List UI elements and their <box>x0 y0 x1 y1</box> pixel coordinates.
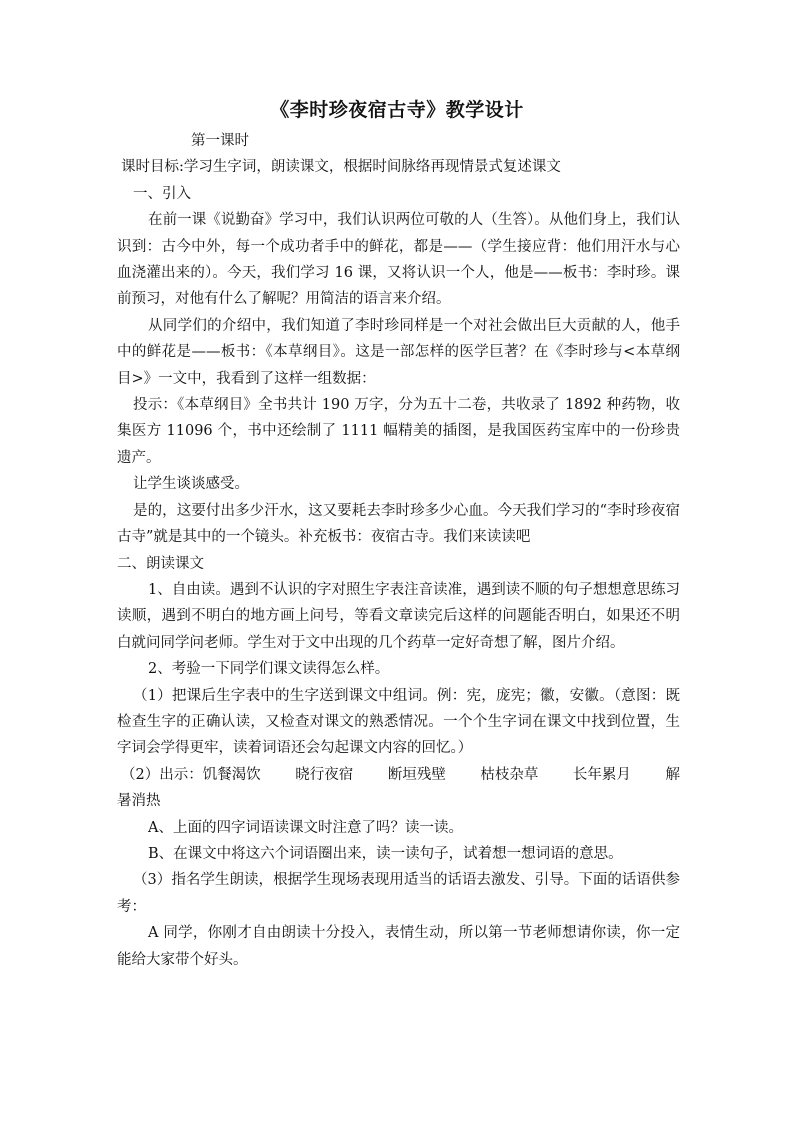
word-item: 长年累月 <box>572 766 631 783</box>
document-body <box>117 128 680 973</box>
section-heading-reading: 二、朗读课文 <box>117 555 204 572</box>
lesson-label: 第一课时 <box>191 133 249 149</box>
paragraph: 是的，这要付出多少汗水，这又要耗去李时珍多少心血。今天我们学习的“李时珍夜宿古寺”就是其中的一个镜头。补充板书：夜宿古寺。我们来读读吧 <box>117 502 680 546</box>
word-item: 饥餐渴饮 <box>202 766 261 783</box>
word-item: 枯枝杂草 <box>480 766 539 783</box>
paragraph: （1）把课后生字表中的生字送到课文中组词。例：宪，庞宪；徽，安徽。（意图：既检查生字的正确认读，又检查对课文的熟悉情况。一个个生字词在课文中找到位置，生字词会学得更牢，读着词语还会勾起课文内容的回忆。） <box>117 687 680 757</box>
word-item: 解 <box>665 766 680 783</box>
paragraph: 从同学们的介绍中，我们知道了李时珍同样是一个对社会做出巨大贡献的人，他手中的鲜花是——板书：《本草纲目》。这是一部怎样的医学巨著？在《李时珍与<本草纲目>》一文中，我看到了这样一组数据： <box>117 317 680 387</box>
document-title: 《李时珍夜宿古寺》教学设计 <box>270 99 524 121</box>
word-item: 断垣残壁 <box>387 766 446 783</box>
paragraph: 2、考验一下同学们课文读得怎么样。 <box>148 661 390 678</box>
paragraph: （3）指名学生朗读，根据学生现场表现用适当的话语去激发、引导。下面的话语供参考： <box>117 872 680 915</box>
word-item: 晓行夜宿 <box>295 766 354 783</box>
lesson-goal: 课时目标:学习生字词，朗读课文，根据时间脉络再现情景式复述课文 <box>121 159 561 176</box>
paragraph: A、上面的四字词语读课文时注意了吗？读一读。 <box>148 819 463 836</box>
word-list-continuation: 暑消热 <box>117 793 161 810</box>
word-list-prefix <box>121 762 261 788</box>
word-list-line <box>117 762 680 788</box>
paragraph: 让学生谈谈感受。 <box>133 476 249 493</box>
paragraph: B、在课文中将这六个词语圈出来，读一读句子，试着想一想词语的意思。 <box>148 845 623 862</box>
section-heading-intro: 一、引入 <box>133 185 191 202</box>
paragraph: A 同学，你刚才自由朗读十分投入，表情生动，所以第一节老师想请你读，你一定能给大家带个好头。 <box>117 925 680 968</box>
paragraph: 在前一课《说勤奋》学习中，我们认识两位可敬的人（生答）。从他们身上，我们认识到：古今中外，每一个成功者手中的鲜花，都是——（学生接应背：他们用汗水与心血浇灌出来的）。今天，我们学习 16 课，又将认识一个人，他是——板书：李时珍。课前预习，对他有什么了解呢？用简洁的语言来介绍。 <box>117 212 680 308</box>
paragraph: 1、自由读。遇到不认识的字对照生字表注音读准，遇到读不顺的句子想想意思练习读顺，遇到不明白的地方画上问号，等看文章读完后这样的问题能否明白，如果还不明白就问同学问老师。学生对于文中出现的几个药草一定好奇想了解，图片介绍。 <box>117 581 680 651</box>
word-list-label: （2）出示： <box>121 766 203 783</box>
paragraph: 投示：《本草纲目》全书共计 190 万字，分为五十二卷，共收录了 1892 种药物，收集医方 11096 个，书中还绘制了 1111 幅精美的插图，是我国医药宝库中的一份珍贵遗产。 <box>117 397 680 466</box>
